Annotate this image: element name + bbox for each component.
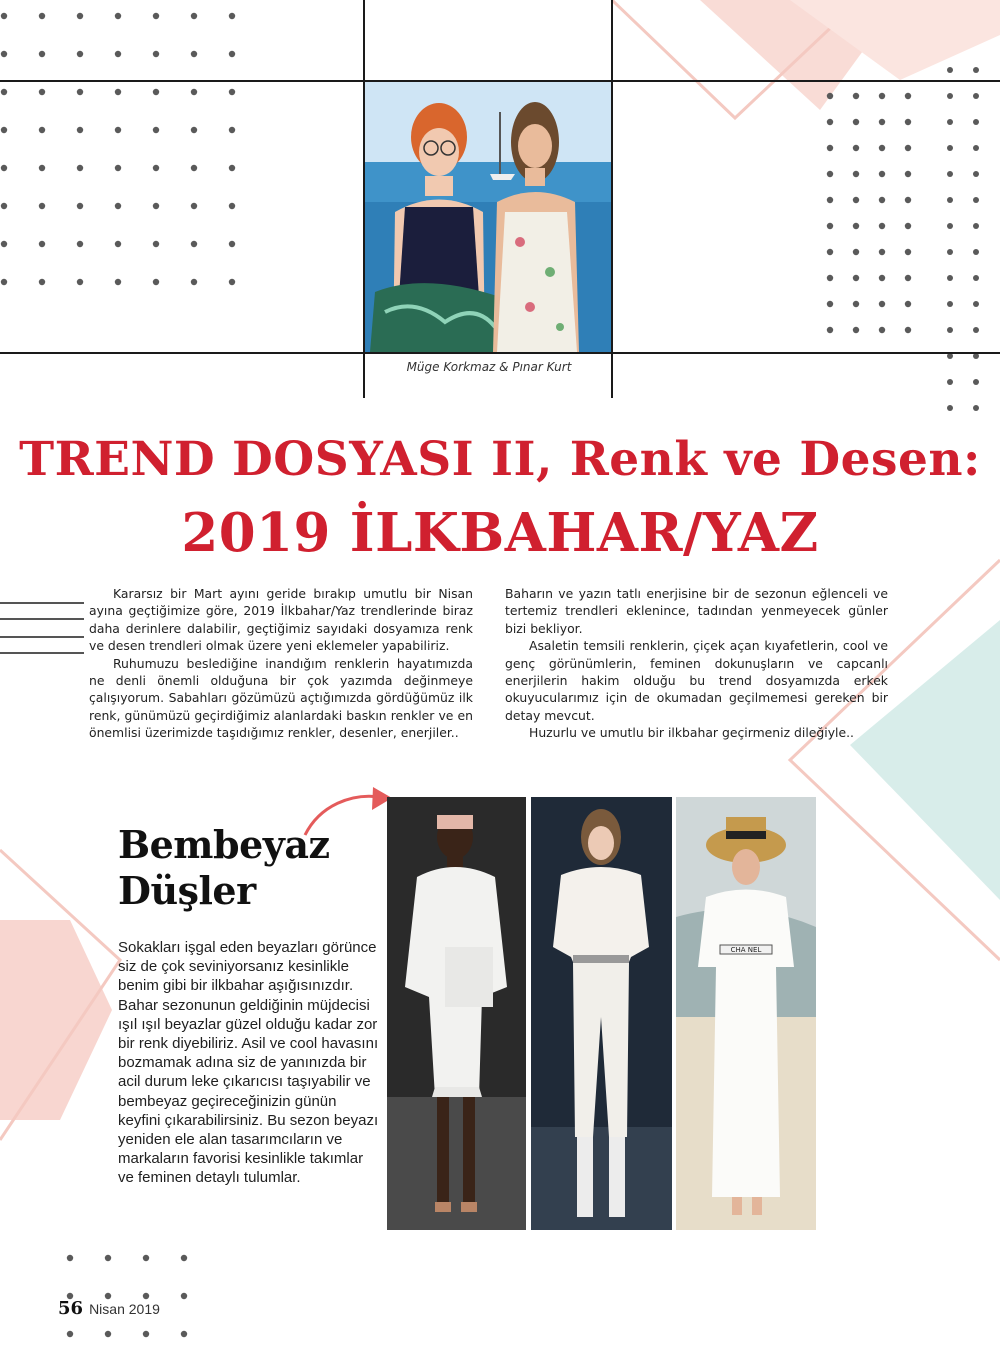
dot <box>905 327 911 333</box>
dot <box>853 223 859 229</box>
dot <box>853 327 859 333</box>
header-photo <box>365 82 611 352</box>
intro-right-paragraph: Asaletin temsili renklerin, çiçek açan kıyafetlerin, cool ve genç görünümlerin, feminen dokunuşların ve capcanlı enerjilerin hakim olduğu bu trend dosyamızda erkek okuyucularımız için de okumadan geçilmemesi gereken bir detay mevcut. <box>505 638 888 723</box>
section-title-line-1: Bembeyaz <box>118 822 330 867</box>
dot <box>947 223 953 229</box>
dot <box>115 13 121 19</box>
dot <box>853 145 859 151</box>
dot <box>115 241 121 247</box>
dot <box>827 93 833 99</box>
dot <box>1 127 7 133</box>
dot <box>879 145 885 151</box>
dot <box>947 197 953 203</box>
dot <box>115 51 121 57</box>
dot <box>115 127 121 133</box>
dot <box>153 203 159 209</box>
dot <box>1 279 7 285</box>
title-line-2: 2019 İLKBAHAR/YAZ <box>181 502 819 564</box>
dot <box>973 223 979 229</box>
dot <box>947 93 953 99</box>
dot <box>67 1255 73 1261</box>
dot <box>229 127 235 133</box>
dot <box>181 1293 187 1299</box>
frame-line-right <box>611 0 613 398</box>
issue-month: Nisan 2019 <box>89 1301 160 1317</box>
dot <box>115 165 121 171</box>
dot <box>77 13 83 19</box>
section-title-line-2: Düşler <box>118 868 256 913</box>
page-footer <box>58 1298 160 1319</box>
dot <box>947 327 953 333</box>
intro-left-paragraph: Ruhumuzu beslediğine inandığım renklerin hayatımızda ne denli önemli olduğuna bir çok yazımda değinmeye çalışıyorum. Sabahları gözümüzü açtığımızda gördüğümüz ilk renk, günümüzü geçirdiğimiz alanlardaki baskın renkler ve en önemlisi üzerimizde taşıdığımız renkler, desenler, enerjiler.. <box>89 655 473 741</box>
dot <box>879 275 885 281</box>
dot <box>827 145 833 151</box>
dot <box>973 67 979 73</box>
dot <box>105 1331 111 1337</box>
dot <box>879 249 885 255</box>
dot <box>853 301 859 307</box>
dot <box>115 203 121 209</box>
dot <box>947 145 953 151</box>
intro-right-paragraph: Huzurlu ve umutlu bir ilkbahar geçirmeniz dileğiyle.. <box>529 725 854 741</box>
dot <box>973 327 979 333</box>
side-line-3 <box>0 636 84 638</box>
dot <box>879 197 885 203</box>
dot <box>973 405 979 411</box>
dot <box>1 51 7 57</box>
dot <box>827 327 833 333</box>
dot <box>191 203 197 209</box>
dot <box>77 165 83 171</box>
dot <box>115 89 121 95</box>
dot <box>973 197 979 203</box>
dot <box>143 1331 149 1337</box>
dot <box>905 197 911 203</box>
dot <box>853 275 859 281</box>
frame-line-bottom <box>0 352 1000 354</box>
dot <box>153 51 159 57</box>
dot <box>973 119 979 125</box>
dot <box>105 1255 111 1261</box>
dot <box>39 165 45 171</box>
dot <box>181 1331 187 1337</box>
dot <box>853 93 859 99</box>
dot <box>973 145 979 151</box>
section-title <box>118 822 330 914</box>
belt-text: CHA NEL <box>730 946 762 954</box>
dot <box>229 89 235 95</box>
dot <box>1 89 7 95</box>
dot <box>77 241 83 247</box>
runway-photo-3 <box>676 797 816 1230</box>
dot <box>827 119 833 125</box>
dot <box>905 145 911 151</box>
dot <box>973 171 979 177</box>
page-number: 56 <box>58 1298 84 1319</box>
dot <box>905 93 911 99</box>
dot <box>153 165 159 171</box>
dot <box>853 249 859 255</box>
dot <box>67 1331 73 1337</box>
dot <box>77 127 83 133</box>
dot <box>879 327 885 333</box>
dot <box>879 223 885 229</box>
dot <box>905 249 911 255</box>
intro-right-column <box>505 585 888 742</box>
dot <box>1 203 7 209</box>
dot <box>39 279 45 285</box>
dot <box>191 165 197 171</box>
dot <box>229 279 235 285</box>
dot <box>77 203 83 209</box>
dot <box>115 279 121 285</box>
dot <box>191 89 197 95</box>
dot <box>153 89 159 95</box>
dot <box>39 241 45 247</box>
dot <box>153 127 159 133</box>
dot <box>229 13 235 19</box>
dot <box>947 171 953 177</box>
dot <box>827 171 833 177</box>
dot <box>853 171 859 177</box>
side-line-2 <box>0 618 84 620</box>
dot <box>905 119 911 125</box>
dot <box>153 241 159 247</box>
dot <box>827 197 833 203</box>
dot <box>39 127 45 133</box>
dot <box>181 1255 187 1261</box>
dot <box>229 165 235 171</box>
dot <box>153 13 159 19</box>
dot <box>191 51 197 57</box>
intro-left-column <box>89 585 473 742</box>
dot <box>153 279 159 285</box>
dot <box>879 171 885 177</box>
dot <box>827 275 833 281</box>
dot <box>879 301 885 307</box>
side-line-4 <box>0 652 84 654</box>
dot <box>191 13 197 19</box>
title-line-1: TREND DOSYASI II, Renk ve Desen: <box>19 432 981 487</box>
dot <box>947 275 953 281</box>
dot <box>973 249 979 255</box>
dot <box>1 241 7 247</box>
dot <box>947 379 953 385</box>
dot <box>879 119 885 125</box>
dot <box>827 223 833 229</box>
dot <box>947 67 953 73</box>
dot <box>143 1255 149 1261</box>
dot <box>853 119 859 125</box>
dot <box>905 301 911 307</box>
dot <box>879 93 885 99</box>
dot <box>39 51 45 57</box>
dot <box>1 165 7 171</box>
dot <box>191 279 197 285</box>
dot <box>39 203 45 209</box>
dot <box>1 13 7 19</box>
dot <box>39 13 45 19</box>
section-body: Sokakları işgal eden beyazları görünce siz de çok seviniyorsanız kesinlikle benim gibi bir ilkbahar aşığısınızdır. Bahar sezonunun geldiğinin müjdecisi ışıl ışıl beyazlar güzel olduğu kadar zor bir renk diyebiliriz. Asil ve cool havasını bozmamak adına siz de yanınızda bir acil durum leke çıkarıcısı taşıyabilir ve bembeyaz geçireceğinizin günün keyfini çıkarabilirsiniz. Bu sezon beyazı yeniden ele alan tasarımcıların ve markaların favorisi kesinlikle takımlar ve feminen detaylı tulumlar. <box>118 939 379 1187</box>
dot <box>905 275 911 281</box>
dot <box>191 241 197 247</box>
dot <box>77 279 83 285</box>
intro-right-paragraph: Baharın ve yazın tatlı enerjisine bir de sezonun eğlenceli ve tertemiz trendleri eklenince, tadından yenmeyecek günler bizi bekliyor. <box>505 586 888 636</box>
runway-photo-2 <box>531 797 672 1230</box>
dot <box>973 379 979 385</box>
dot <box>77 89 83 95</box>
dot <box>947 405 953 411</box>
dot <box>191 127 197 133</box>
dot <box>973 275 979 281</box>
dot <box>229 203 235 209</box>
dot <box>827 301 833 307</box>
dot <box>229 51 235 57</box>
dot <box>905 223 911 229</box>
dot <box>973 301 979 307</box>
dot <box>973 93 979 99</box>
runway-photo-1 <box>387 797 526 1230</box>
dot <box>39 89 45 95</box>
dot <box>947 119 953 125</box>
dot <box>229 241 235 247</box>
dot <box>947 301 953 307</box>
dot <box>905 171 911 177</box>
intro-left-paragraph: Kararsız bir Mart ayını geride bırakıp umutlu bir Nisan ayına geçtiğimize göre, 2019 İlkbahar/Yaz trendlerinde biraz daha derinlere dalabilir, geçtiğimiz sayıdaki dosyamıza renk ve desen trendleri olmak üzere yeni eklemeler yapabiliriz. <box>89 586 473 654</box>
dot <box>947 249 953 255</box>
dot <box>853 197 859 203</box>
photo-caption: Müge Korkmaz & Pınar Kurt <box>406 360 572 374</box>
dot <box>827 249 833 255</box>
side-line-1 <box>0 602 84 604</box>
dot <box>77 51 83 57</box>
